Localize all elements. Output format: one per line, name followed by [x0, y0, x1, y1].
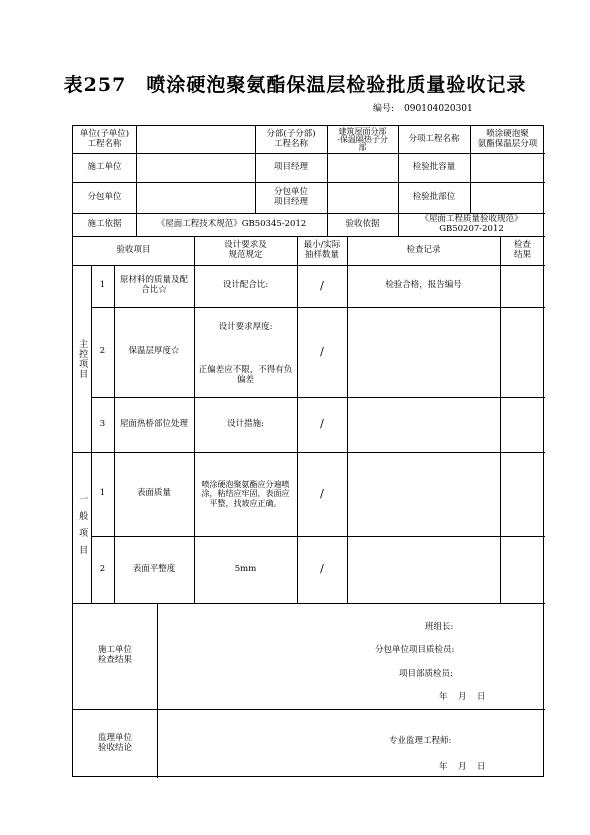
- batch-location-label: 检验批部位: [412, 191, 456, 202]
- col-result: 检查 结果: [513, 239, 531, 260]
- main-item-design: 设计配合比:: [222, 280, 269, 291]
- main-item-design-a: 设计要求厚度:: [218, 322, 273, 333]
- supervision-label: 监理单位 验收结论: [97, 732, 132, 753]
- main-item-name: 屋面热桥部位处理: [119, 418, 188, 429]
- acceptance-basis-label: 验收依据: [345, 218, 380, 229]
- code-label: 编号:: [373, 104, 395, 114]
- batch-capacity-label: 检验批容量: [412, 161, 456, 172]
- general-item-no: 1: [99, 488, 106, 499]
- main-item-no: 1: [99, 280, 106, 291]
- construction-basis-label: 施工依据: [87, 218, 122, 229]
- team-leader-label: 班组长:: [425, 622, 454, 632]
- record-code: [373, 101, 473, 114]
- page-title: 表257 喷涂硬泡聚氨酯保温层检验批质量验收记录: [63, 74, 527, 96]
- col-item: 验收项目: [116, 244, 151, 255]
- subcontract-unit-label: 分包单位: [87, 191, 122, 202]
- supervision-date: 年 月 日: [439, 762, 487, 772]
- general-group-label: 一般项目: [77, 493, 88, 562]
- construction-unit-label: 施工单位: [87, 161, 122, 172]
- main-item-no: 2: [99, 346, 106, 357]
- general-item-name: 表面质量: [136, 488, 171, 499]
- subcontract-manager-label: 分包单位 项目经理: [273, 186, 308, 207]
- item-name-label: 分项工程名称: [408, 133, 460, 144]
- main-item-sample: /: [320, 344, 324, 358]
- general-item-no: 2: [99, 563, 106, 574]
- subdivision-label: 分部(子分部) 工程名称: [266, 128, 316, 149]
- col-design: 设计要求及 规范规定: [224, 239, 267, 260]
- project-manager-label: 项目经理: [273, 161, 308, 172]
- main-item-design-b: 正偏差应不限，不得有负 偏差: [198, 365, 293, 385]
- main-item-no: 3: [99, 418, 106, 429]
- construction-date: 年 月 日: [439, 692, 487, 702]
- main-item-record: 检验合格，报告编号: [385, 280, 462, 291]
- general-item-name: 表面平整度: [132, 563, 176, 574]
- code-value: 090104020301: [404, 104, 473, 114]
- construction-check-label: 施工单位 检查结果: [97, 645, 132, 665]
- main-item-name: 保温层厚度☆: [128, 346, 180, 357]
- record-table: [72, 125, 544, 777]
- item-name-value: 喷涂硬泡聚 氨酯保温层分项: [477, 128, 538, 149]
- main-item-design: 设计措施:: [227, 418, 264, 429]
- supervision-engineer-label: 专业监理工程师:: [389, 736, 452, 746]
- dept-inspector-label: 项目部质检员:: [399, 669, 453, 679]
- main-group-label: 主控项目: [77, 338, 88, 379]
- general-item-sample: /: [320, 562, 324, 576]
- subdivision-value: 建筑屋面分部 -保温隔热子分 部: [337, 126, 388, 152]
- main-item-name: 原材料的质量及配 合比☆: [119, 275, 188, 295]
- col-record: 检查记录: [406, 244, 441, 255]
- construction-basis-value: 《屋面工程技术规范》GB50345-2012: [156, 218, 307, 229]
- general-item-design: 喷涂硬泡聚氨酯应分遍喷 涂，粘结应牢固，表面应 平整，找坡应正确。: [201, 480, 290, 508]
- subcontract-inspector-label: 分包单位项目质检员:: [375, 645, 455, 655]
- general-item-sample: /: [320, 486, 324, 500]
- main-item-sample: /: [320, 417, 324, 431]
- acceptance-basis-value: 《屋面工程质量验收规范》 GB50207-2012: [420, 213, 523, 234]
- main-item-sample: /: [320, 278, 324, 292]
- col-sample: 最小/实际 抽样数量: [303, 239, 341, 260]
- unit-name-label: 单位(子单位) 工程名称: [79, 128, 130, 149]
- general-item-design: 5mm: [234, 563, 257, 574]
